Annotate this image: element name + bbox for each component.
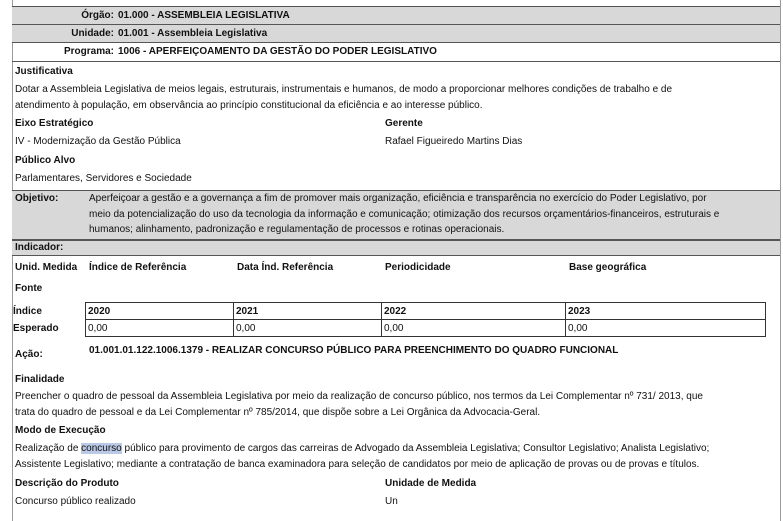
col-periodicidade: Periodicidade — [385, 262, 451, 273]
objetivo-line1: Aperfeiçoar a gestão e a governança a fim de promover mais organização, eficiência e transparência no exercício do Poder Legislativo, por — [89, 193, 707, 204]
modo-label: Modo de Execução — [15, 425, 106, 436]
unidade-label: Unidade: — [71, 28, 114, 39]
publico-label: Público Alvo — [15, 155, 76, 166]
programa-label: Programa: — [63, 46, 114, 57]
modo-line1-pre: Realização de — [15, 443, 82, 454]
col-base-geografica: Base geográfica — [569, 262, 647, 273]
programa-row — [12, 43, 780, 60]
unidade-row — [12, 24, 780, 43]
unidade-medida-value: Un — [385, 496, 398, 507]
orgao-label: Órgão: — [81, 10, 114, 21]
eixo-label: Eixo Estratégico — [15, 118, 94, 129]
year-cell: 2021 — [234, 303, 382, 320]
orgao-row — [12, 6, 780, 25]
modo-line2: Assistente Legislativo; mediante a contratação de banca examinadora para seleção de candidatos por meio de aplicação de provas ou de provas e títulos. — [15, 459, 700, 470]
modo-line1-post: público para provimento de cargos das carreiras de Advogado da Assembleia Legislativa; Consultor Legislativo; Analista Legislativo; — [121, 443, 710, 454]
col-indice-referencia: Índice de Referência — [89, 262, 187, 273]
year-cell: 2022 — [382, 303, 566, 320]
finalidade-line1: Preencher o quadro de pessoal da Assembleia Legislativa por meio da realização de concurso público, nos termos da Lei Complementar nº 731/ 2013, que — [15, 391, 703, 402]
fonte-label: Fonte — [15, 283, 43, 294]
justificativa-line1: Dotar a Assembleia Legislativa de meios legais, estruturais, instrumentais e humanos, de modo a proporcionar melhores condições de trabalho e de — [15, 84, 673, 95]
publico-value: Parlamentares, Servidores e Sociedade — [15, 173, 192, 184]
justificativa-label: Justificativa — [15, 66, 73, 77]
acao-label: Ação: — [15, 349, 43, 360]
right-border — [780, 0, 781, 521]
indicador-band — [12, 240, 780, 256]
table-row — [12, 320, 766, 337]
acao-value: 01.001.01.122.1006.1379 - REALIZAR CONCURSO PÚBLICO PARA PREENCHIMENTO DO QUADRO FUNCIONAL — [89, 345, 619, 356]
esperado-cell: 0,00 — [566, 320, 766, 337]
esperado-cell: 0,00 — [234, 320, 382, 337]
produto-label: Descrição do Produto — [15, 478, 119, 489]
divider — [12, 61, 780, 62]
gerente-value: Rafael Figueiredo Martins Dias — [385, 136, 523, 147]
left-border — [12, 0, 13, 521]
unidade-value: 01.001 - Assembleia Legislativa — [118, 28, 268, 39]
esperado-cell: 0,00 — [382, 320, 566, 337]
col-unid-medida: Unid. Medida — [15, 262, 78, 273]
esperado-cell: 0,00 — [86, 320, 234, 337]
objetivo-box — [12, 190, 780, 240]
eixo-value: IV - Modernização da Gestão Pública — [15, 136, 181, 147]
unidade-medida-label: Unidade de Medida — [385, 478, 477, 489]
year-cell: 2023 — [566, 303, 766, 320]
orgao-value: 01.000 - ASSEMBLEIA LEGISLATIVA — [118, 10, 290, 21]
justificativa-line2: atendimento à população, em observância ao princípio constitucional da eficiência e ao interesse público. — [15, 100, 483, 111]
year-cell: 2020 — [86, 303, 234, 320]
objetivo-line2: meio da potencialização do uso da tecnologia da informação e comunicação; otimização dos recursos orçamentários-financeiros, estruturais e — [89, 209, 720, 220]
indicador-label: Indicador: — [15, 242, 64, 253]
modo-line1 — [15, 441, 709, 457]
objetivo-line3: humanos; alinhamento, padronização e regulamentação de processos e rotinas operacionais. — [89, 224, 505, 235]
col-data-indice: Data Índ. Referência — [237, 262, 334, 273]
finalidade-line2: trata do quadro de pessoal e da Lei Complementar nº 785/2014, que dispõe sobre a Lei Orgânica da Advocacia-Geral. — [15, 407, 541, 418]
document-page — [12, 0, 781, 521]
indicador-table — [12, 302, 766, 337]
esperado-label: Esperado — [13, 322, 59, 334]
table-row — [12, 303, 766, 320]
objetivo-label: Objetivo: — [15, 193, 59, 204]
produto-value: Concurso público realizado — [15, 496, 136, 507]
indice-label: Índice — [13, 305, 42, 317]
highlighted-term: concurso — [81, 443, 122, 454]
programa-value: 1006 - APERFEIÇOAMENTO DA GESTÃO DO PODER LEGISLATIVO — [118, 46, 437, 57]
finalidade-label: Finalidade — [15, 374, 65, 385]
gerente-label: Gerente — [385, 118, 423, 129]
